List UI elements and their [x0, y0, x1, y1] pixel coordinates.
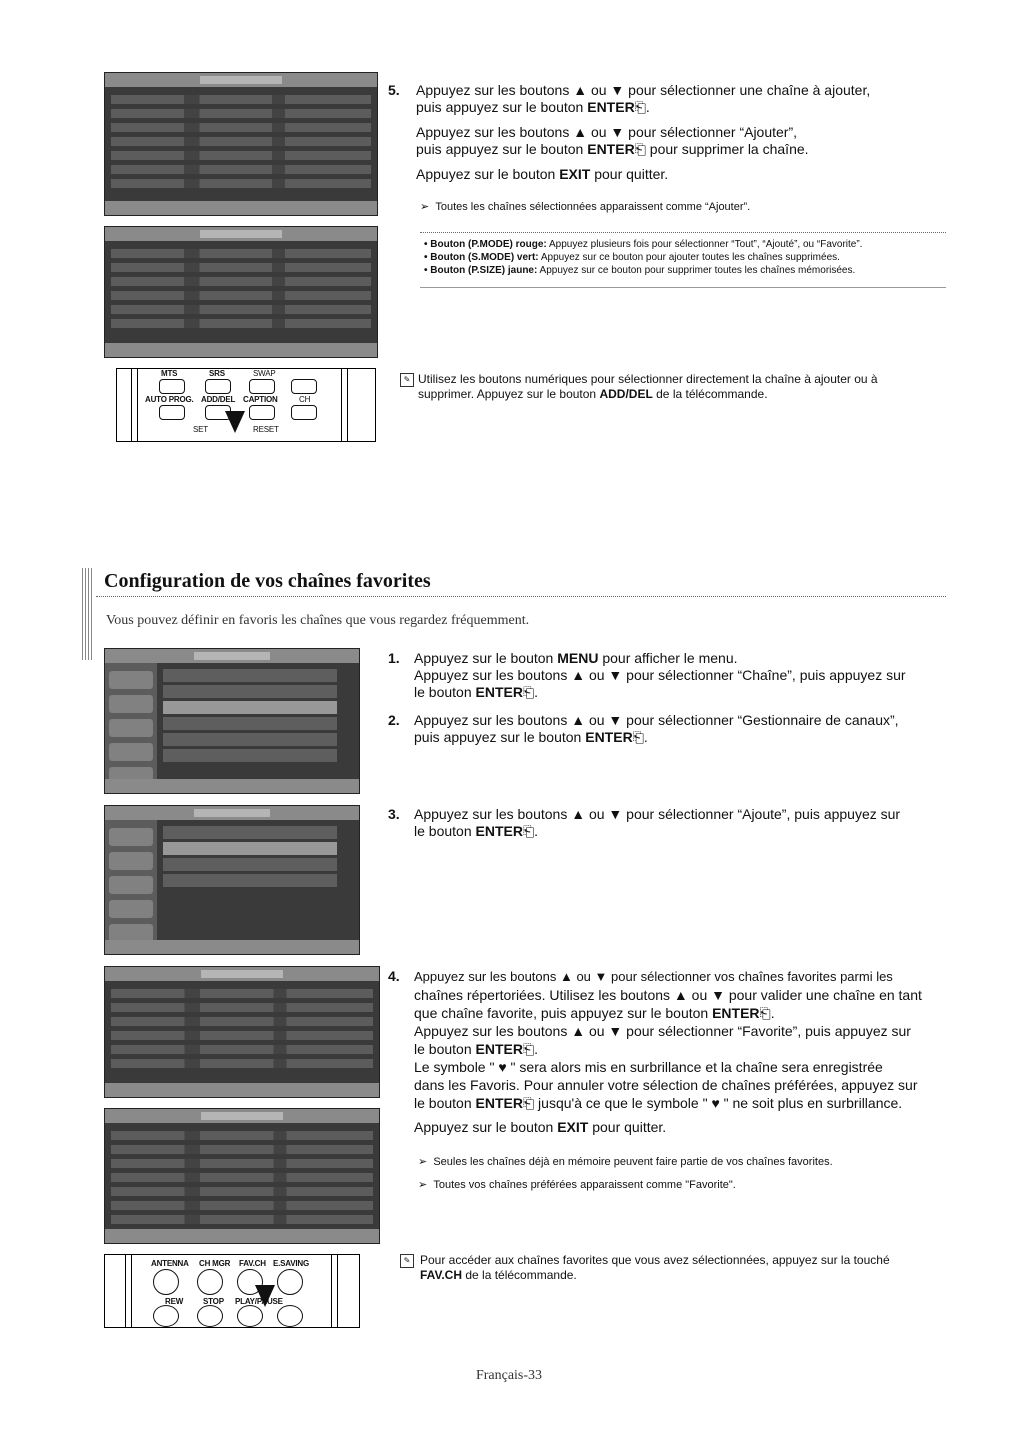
ch-down-button: [291, 405, 317, 420]
mts-label: MTS: [161, 369, 178, 378]
tip-icon: ✎: [400, 373, 414, 387]
enter-icon: ⎗: [759, 1005, 771, 1021]
enter-icon: ⎗: [522, 1095, 535, 1111]
caption-label: CAPTION: [243, 395, 278, 404]
play-pause-icon: [237, 1305, 263, 1327]
color-button-notes: • Bouton (P.MODE) rouge: Appuyez plusieurs fois pour sélectionner “Tout”, “Ajouté”, ou “Favorite”. • Bouton (S.MODE) vert: Appuyez sur ce bouton pour ajouter toutes les chaînes supprimées. • Bouton (P.SIZE) jaune: Appuyez sur ce bouton pour supprimer toutes les chaînes mémorisées.: [424, 239, 863, 276]
step-2-text: Appuyez sur les boutons ▲ ou ▼ pour sélectionner “Gestionnaire de canaux”, puis appuyez sur le bouton ENTER⎗.: [414, 712, 899, 745]
section-marker: [82, 568, 94, 660]
pointer-arrow-icon: [225, 411, 245, 433]
channel-list-screen-1: [104, 72, 378, 216]
page-number: Français-33: [475, 1368, 543, 1383]
chmgr-label: CH MGR: [199, 1259, 231, 1268]
channel-list-screen-2: [104, 226, 378, 358]
tip-fav-ch: Pour accéder aux chaînes favorites que vous avez sélectionnées, appuyez sur la touché FAV.CH de la télécommande.: [420, 1253, 890, 1282]
favch-label: FAV.CH: [239, 1259, 266, 1268]
rewind-icon: [153, 1305, 179, 1327]
rew-label: REW: [165, 1297, 184, 1306]
note-arrow-icon: ➢: [418, 1156, 428, 1168]
playpause-label: PLAY/PAUSE: [235, 1297, 283, 1306]
step-4-number: 4.: [388, 968, 400, 984]
enter-icon: ⎗: [522, 684, 535, 700]
enter-icon: ⎗: [632, 729, 644, 745]
tip-add-del: Utilisez les boutons numériques pour sélectionner directement la chaîne à ajouter ou à supprimer. Appuyez sur le bouton ADD/DEL de la télécommande.: [418, 372, 878, 401]
section-title: Configuration de vos chaînes favorites: [104, 570, 431, 592]
srs-label: SRS: [209, 369, 225, 378]
channel-manager-menu-screen: [104, 805, 360, 955]
autoprog-label: AUTO PROG.: [145, 395, 194, 404]
chmgr-button: [197, 1269, 223, 1295]
step-4-note-1: ➢ Seules les chaînes déjà en mémoire peuvent faire partie de vos chaînes favorites.: [418, 1156, 833, 1168]
step-2-number: 2.: [388, 712, 400, 728]
tip-icon: ✎: [400, 1254, 414, 1268]
fast-forward-icon: [277, 1305, 303, 1327]
step-1-number: 1.: [388, 650, 400, 666]
autoprog-button: [159, 405, 185, 420]
swap-button: [249, 379, 275, 394]
caption-button: [249, 405, 275, 420]
enter-icon: ⎗: [634, 99, 646, 115]
swap-label: SWAP: [253, 369, 276, 378]
antenna-button: [153, 1269, 179, 1295]
antenna-label: ANTENNA: [151, 1259, 189, 1268]
step-5-text: Appuyez sur les boutons ▲ ou ▼ pour sélectionner une chaîne à ajouter, puis appuyez sur le bouton ENTER⎗. Appuyez sur les boutons ▲ ou ▼ pour sélectionner “Ajouter”, puis appuyez sur le bouton ENTER⎗ pour supprimer la chaîne. Appuyez sur le bouton EXIT pour quitter.: [416, 82, 871, 182]
stop-label: STOP: [203, 1297, 224, 1306]
favorite-list-screen-1: [104, 966, 380, 1098]
enter-icon: ⎗: [634, 141, 646, 157]
step-3-text: Appuyez sur les boutons ▲ ou ▼ pour sélectionner “Ajoute”, puis appuyez sur le bouton ENTER⎗.: [414, 806, 901, 839]
srs-button: [205, 379, 231, 394]
step-5-number: 5.: [388, 82, 400, 98]
note-arrow-icon: ➢: [420, 201, 430, 213]
adddel-label: ADD/DEL: [201, 395, 236, 404]
enter-icon: ⎗: [522, 1041, 535, 1057]
step-5-note: ➢ Toutes les chaînes sélectionnées apparaissent comme “Ajouter”.: [420, 201, 751, 213]
step-1-text: Appuyez sur le bouton MENU pour afficher le menu. Appuyez sur les boutons ▲ ou ▼ pour sélectionner “Chaîne”, puis appuyez sur le bouton ENTER⎗.: [414, 650, 906, 700]
step-3-number: 3.: [388, 806, 400, 822]
step-4-note-2: ➢ Toutes vos chaînes préférées apparaissent comme "Favorite".: [418, 1179, 736, 1191]
reset-label: RESET: [253, 425, 279, 434]
channel-menu-screen: [104, 648, 360, 794]
favorite-list-screen-2: [104, 1108, 380, 1244]
step-4-text: Appuyez sur les boutons ▲ ou ▼ pour sélectionner vos chaînes favorites parmi les chaînes répertoriées. Utilisez les boutons ▲ ou ▼ pour valider une chaîne en tant que chaîne favorite, puis appuyez sur le bouton ENTER⎗. Appuyez sur les boutons ▲ ou ▼ pour sélectionner “Favorite”, puis appuyez sur le bouton ENTER⎗. Le symbole " ♥ " sera alors mis en surbrillance et la chaîne sera enregistrée dans les Favoris. Pour annuler votre sélection de chaînes préférées, appuyez sur le bouton ENTER⎗ jusqu'à ce que le symbole " ♥ " ne soit plus en surbrillance. Appuyez sur le bouton EXIT pour quitter.: [414, 969, 922, 1135]
enter-icon: ⎗: [522, 823, 535, 839]
esaving-label: E.SAVING: [273, 1259, 310, 1268]
section-intro: Vous pouvez définir en favoris les chaînes que vous regardez fréquemment.: [106, 613, 530, 628]
set-label: SET: [193, 425, 208, 434]
esaving-button: [277, 1269, 303, 1295]
ch-up-button: [291, 379, 317, 394]
stop-icon: [197, 1305, 223, 1327]
remote-control-illustration-2: [104, 1254, 360, 1328]
mts-button: [159, 379, 185, 394]
note-arrow-icon: ➢: [418, 1179, 428, 1191]
remote-control-illustration-1: [116, 368, 376, 442]
ch-label: CH: [299, 395, 311, 404]
